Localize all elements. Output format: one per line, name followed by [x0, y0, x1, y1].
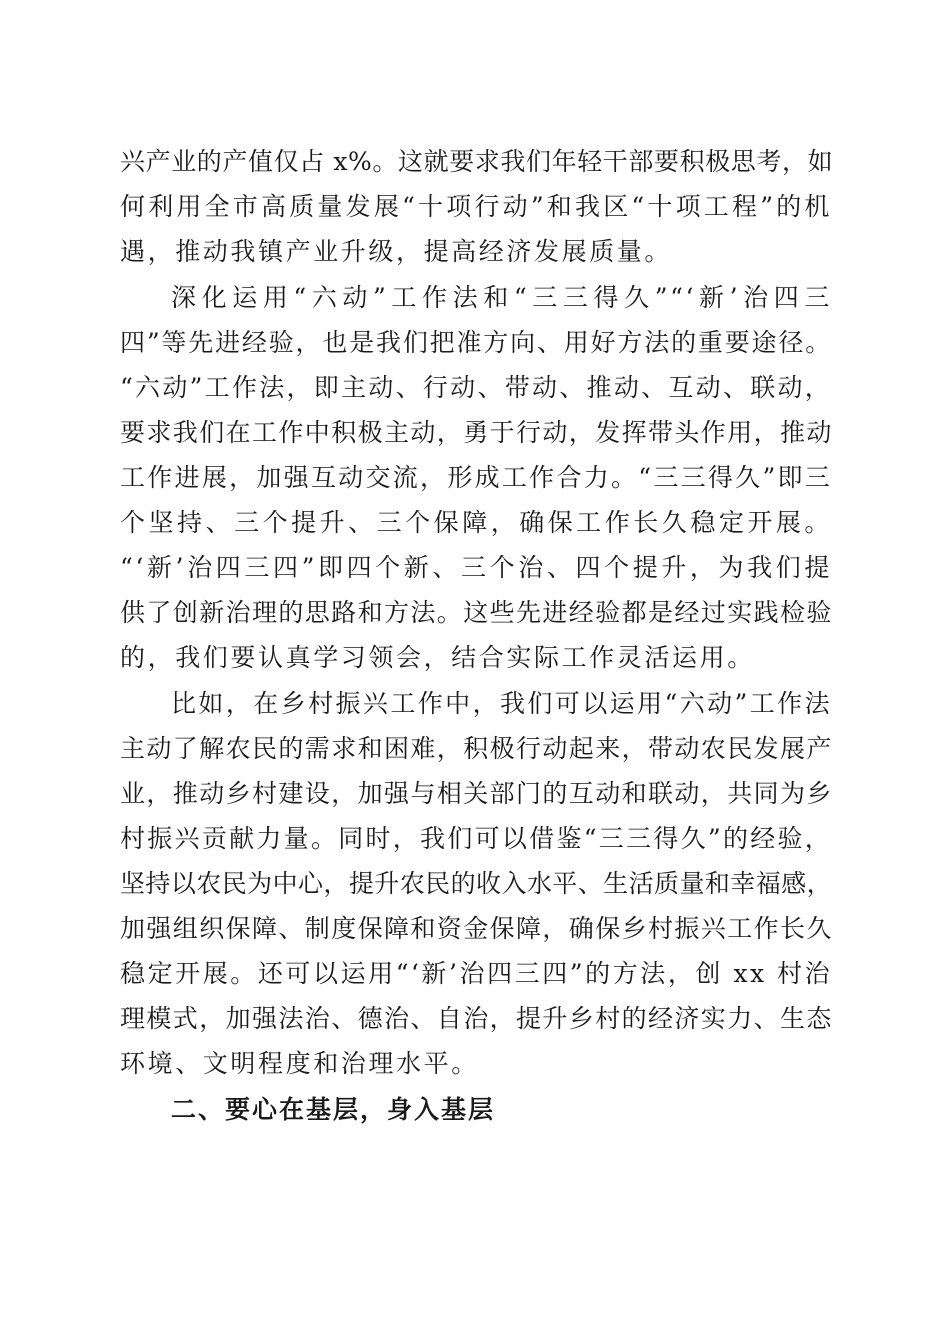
- paragraph-first-line: 深化运用“六动”工作法和“三三得久”“‘新’治四三: [171, 283, 832, 312]
- body-text-line: 的，我们要认真学习领会，结合实际工作灵活运用。: [120, 643, 755, 672]
- body-text-line: 理模式，加强法治、德治、自治，提升乡村的经济实力、生态: [120, 1004, 833, 1033]
- body-text-line: 何利用全市高质量发展“十项行动”和我区“十项工程”的机: [120, 192, 832, 221]
- body-text-line: 遇，推动我镇产业升级，提高经济发展质量。: [120, 237, 673, 266]
- body-text-line: 工作进展，加强互动交流，形成工作合力。“三三得久”即三: [120, 463, 832, 492]
- body-text-line: 个坚持、三个提升、三个保障，确保工作长久稳定开展。: [120, 508, 832, 537]
- paragraph-first-line: 比如，在乡村振兴工作中，我们可以运用“六动”工作法: [171, 689, 832, 718]
- section-heading: 二、要心在基层，身入基层: [171, 1095, 496, 1124]
- body-text-line: 供了创新治理的思路和方法。这些先进经验都是经过实践检验: [120, 598, 833, 627]
- body-text-line: 环境、文明程度和治理水平。: [120, 1049, 479, 1078]
- body-text-line: 业，推动乡村建设，加强与相关部门的互动和联动，共同为乡: [120, 779, 833, 808]
- body-text-line: 主动了解农民的需求和困难，积极行动起来，带动农民发展产: [120, 734, 833, 763]
- body-text-line: 兴产业的产值仅占 x%。这就要求我们年轻干部要积极思考，如: [120, 147, 834, 176]
- body-text-line: 村振兴贡献力量。同时，我们可以借鉴“三三得久”的经验，: [120, 824, 832, 853]
- body-text-line: 加强组织保障、制度保障和资金保障，确保乡村振兴工作长久: [120, 914, 833, 943]
- body-text-line: 四”等先进经验，也是我们把准方向、用好方法的重要途径。: [120, 328, 832, 357]
- body-text-line: “‘新’治四三四”即四个新、三个治、四个提升，为我们提: [120, 553, 832, 582]
- body-text-line: “六动”工作法，即主动、行动、带动、推动、互动、联动，: [120, 373, 832, 402]
- body-text-line: 坚持以农民为中心，提升农民的收入水平、生活质量和幸福感，: [120, 869, 832, 898]
- body-text-line: 要求我们在工作中积极主动，勇于行动，发挥带头作用，推动: [120, 418, 833, 447]
- body-text-line: 稳定开展。还可以运用“‘新’治四三四”的方法，创 xx 村治: [120, 959, 832, 988]
